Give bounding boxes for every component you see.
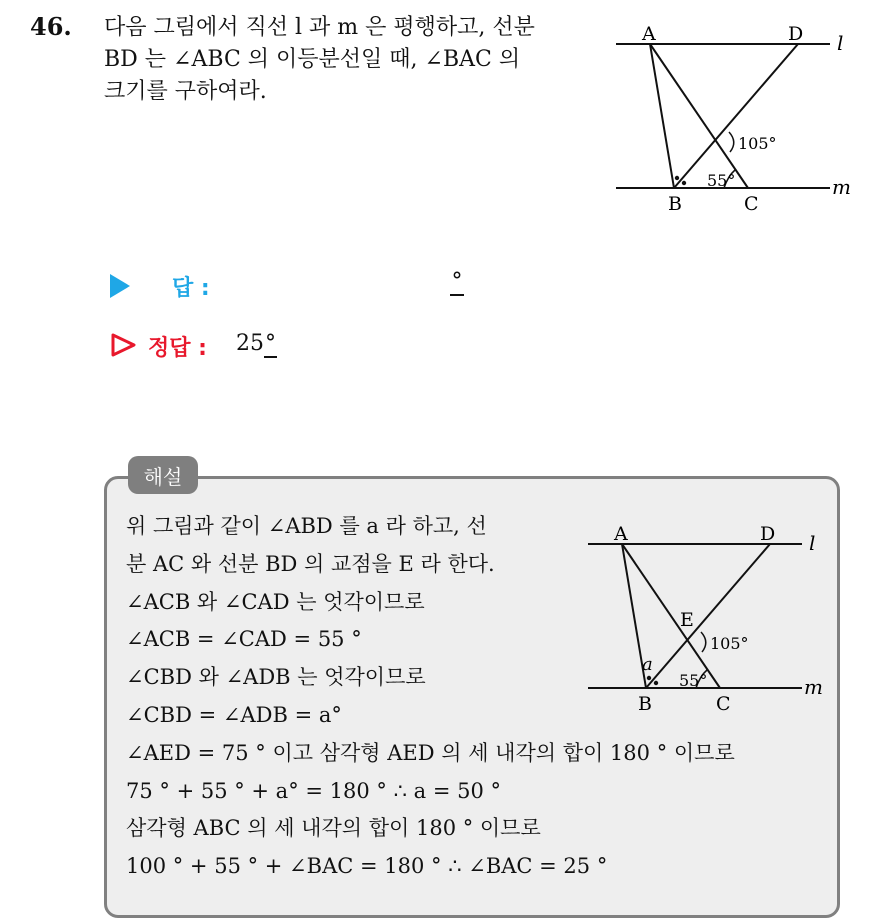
solution-line-5: ∠CBD 와 ∠ADB 는 엇각이므로 xyxy=(126,665,426,690)
point-d-label: D xyxy=(760,523,776,545)
angle-a-label: a xyxy=(642,654,653,675)
angle-arc-105 xyxy=(729,132,734,152)
point-d-label: D xyxy=(788,23,804,45)
question-line-3: 크기를 구하여라. xyxy=(104,79,267,104)
question-figure xyxy=(608,20,858,220)
solution-line-1: 위 그림과 같이 ∠ABD 를 a 라 하고, 선 xyxy=(126,514,487,538)
bisector-dot-1 xyxy=(675,176,679,180)
solution-line-7: ∠AED = 75 ° 이고 삼각형 AED 의 세 내각의 합이 180 ° 이므로 xyxy=(126,740,735,765)
bisector-dot-2 xyxy=(654,681,658,685)
point-c-label: C xyxy=(716,693,731,715)
point-a-label: A xyxy=(642,23,656,45)
solution-line-4: ∠ACB = ∠CAD = 55 ° xyxy=(126,627,362,652)
line-l-label: l xyxy=(837,31,844,55)
segment-ab xyxy=(650,44,674,188)
correct-unit: ° xyxy=(265,331,276,356)
angle-105-label: 105° xyxy=(738,134,777,153)
answer-label: 답 : xyxy=(172,276,210,301)
correct-value xyxy=(236,331,277,356)
segment-bd xyxy=(646,544,770,688)
solution-line-8: 75 ° + 55 ° + a° = 180 ° ∴ a = 50 ° xyxy=(126,778,501,803)
point-a-label: A xyxy=(614,523,628,545)
segment-ac xyxy=(650,44,748,188)
line-m-label: m xyxy=(832,175,851,199)
point-e-label: E xyxy=(680,609,694,631)
correct-number: 25 xyxy=(236,331,264,356)
solution-line-9: 삼각형 ABC 의 세 내각의 합이 180 ° 이므로 xyxy=(126,816,541,841)
line-l-label: l xyxy=(809,531,816,555)
point-b-label: B xyxy=(638,693,652,715)
angle-arc-105 xyxy=(701,632,706,652)
question-line-2: BD 는 ∠ABC 의 이등분선일 때, ∠BAC 의 xyxy=(104,47,521,72)
solution-tab: 해설 xyxy=(128,456,198,494)
answer-row xyxy=(110,268,510,304)
solution-figure xyxy=(580,520,830,720)
point-b-label: B xyxy=(668,193,682,215)
solution-line-2: 분 AC 와 선분 BD 의 교점을 E 라 한다. xyxy=(126,551,495,576)
answer-blank[interactable]: ° xyxy=(451,269,463,294)
angle-55-label: 55° xyxy=(679,671,708,690)
bisector-dot-1 xyxy=(647,676,651,680)
answer-arrow-icon xyxy=(110,274,130,298)
correct-answer-row xyxy=(110,328,410,364)
angle-105-label: 105° xyxy=(710,634,749,653)
line-m-label: m xyxy=(804,675,823,699)
angle-55-label: 55° xyxy=(707,171,736,190)
correct-label: 정답 : xyxy=(148,336,207,361)
point-c-label: C xyxy=(744,193,759,215)
segment-ac xyxy=(622,544,720,688)
question-number: 46. xyxy=(30,12,72,41)
question-line-1: 다음 그림에서 직선 l 과 m 은 평행하고, 선분 xyxy=(104,15,535,40)
question-text xyxy=(104,12,584,108)
correct-arrow-icon xyxy=(110,332,138,358)
solution-line-6: ∠CBD = ∠ADB = a° xyxy=(126,702,342,727)
solution-line-10: 100 ° + 55 ° + ∠BAC = 180 ° ∴ ∠BAC = 25 ° xyxy=(126,854,608,879)
segment-bd xyxy=(674,44,798,188)
solution-line-3: ∠ACB 와 ∠CAD 는 엇각이므로 xyxy=(126,589,425,614)
bisector-dot-2 xyxy=(682,181,686,185)
